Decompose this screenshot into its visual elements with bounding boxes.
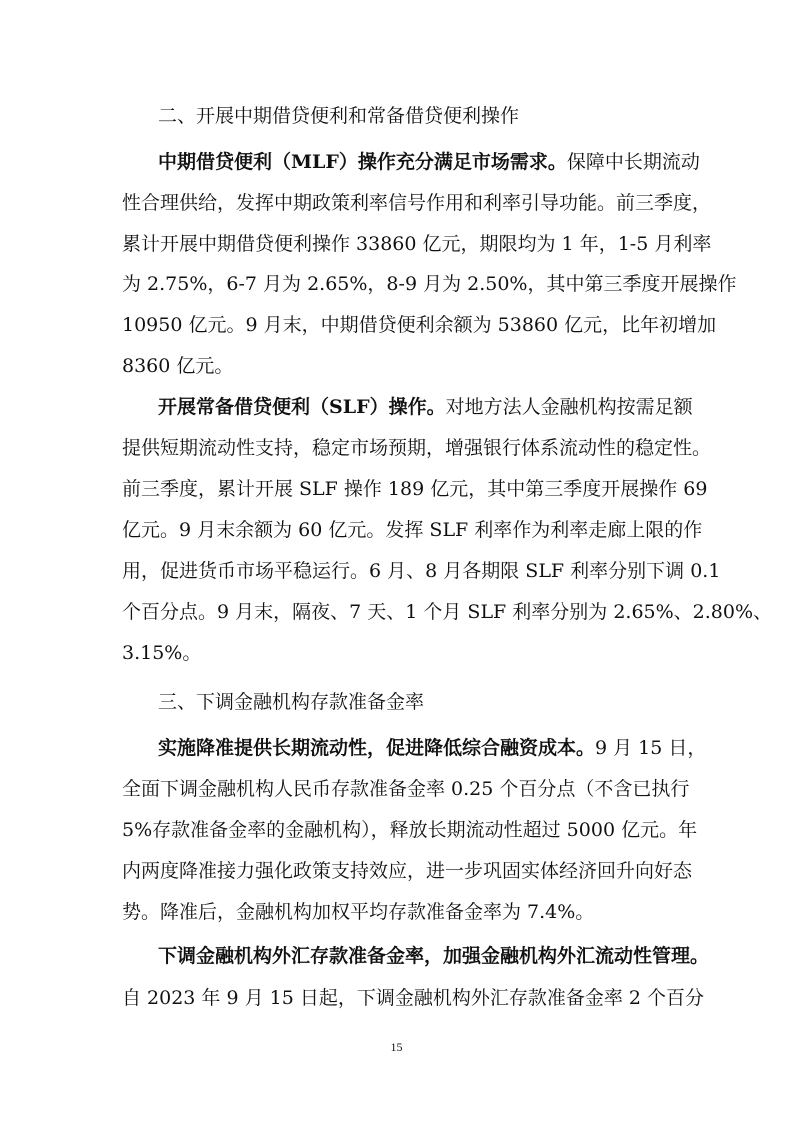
paragraph-line	[158, 736, 707, 760]
paragraph-line: 前三季度，累计开展 SLF 操作 189 亿元，其中第三季度开展操作 69	[122, 478, 708, 500]
paragraph-lead: 下调金融机构外汇存款准备金率，加强金融机构外汇流动性管理。	[158, 945, 710, 967]
paragraph-line: 势。降准后，金融机构加权平均存款准备金率为 7.4%。	[122, 901, 595, 923]
paragraph-line: 8360 亿元。	[122, 355, 234, 377]
paragraph-text: 9 月 15 日，	[595, 737, 707, 759]
paragraph-line: 提供短期流动性支持，稳定市场预期，增强银行体系流动性的稳定性。	[122, 437, 712, 459]
section-heading-2: 二、开展中期借贷便利和常备借贷便利操作	[158, 105, 520, 127]
section-heading-3: 三、下调金融机构存款准备金率	[158, 691, 425, 713]
paragraph-line: 内两度降准接力强化政策支持效应，进一步巩固实体经济回升向好态	[122, 860, 693, 882]
paragraph-line: 个百分点。9 月末，隔夜、7 天、1 个月 SLF 利率分别为 2.65%、2.80%、	[122, 601, 773, 623]
paragraph-line: 3.15%。	[122, 642, 202, 664]
paragraph-line	[158, 150, 700, 174]
paragraph-line: 全面下调金融机构人民币存款准备金率 0.25 个百分点（不含已执行	[122, 778, 690, 800]
paragraph-lead: 实施降准提供长期流动性，促进降低综合融资成本。	[158, 737, 596, 759]
paragraph-lead: 开展常备借贷便利（SLF）操作。	[158, 396, 446, 418]
paragraph-text: 对地方法人金融机构按需足额	[445, 396, 693, 418]
paragraph-line: 自 2023 年 9 月 15 日起，下调金融机构外汇存款准备金率 2 个百分	[122, 987, 705, 1009]
paragraph-line: 累计开展中期借贷便利操作 33860 亿元，期限均为 1 年，1-5 月利率	[122, 233, 712, 255]
paragraph-line: 5%存款准备金率的金融机构），释放长期流动性超过 5000 亿元。年	[122, 819, 698, 841]
paragraph-line: 为 2.75%，6-7 月为 2.65%，8-9 月为 2.50%，其中第三季度开展操作	[122, 273, 737, 295]
paragraph-line: 10950 亿元。9 月末，中期借贷便利余额为 53860 亿元，比年初增加	[122, 314, 717, 336]
paragraph-line: 性合理供给，发挥中期政策利率信号作用和利率引导功能。前三季度，	[122, 192, 712, 214]
paragraph-line: 用，促进货币市场平稳运行。6 月、8 月各期限 SLF 利率分别下调 0.1	[122, 560, 721, 582]
paragraph-lead: 中期借贷便利（MLF）操作充分满足市场需求。	[158, 151, 567, 173]
paragraph-line	[158, 395, 693, 419]
paragraph-text: 保障中长期流动	[566, 151, 700, 173]
paragraph-line: 亿元。9 月末余额为 60 亿元。发挥 SLF 利率作为利率走廊上限的作	[122, 519, 703, 541]
page-number: 15	[390, 1040, 403, 1054]
